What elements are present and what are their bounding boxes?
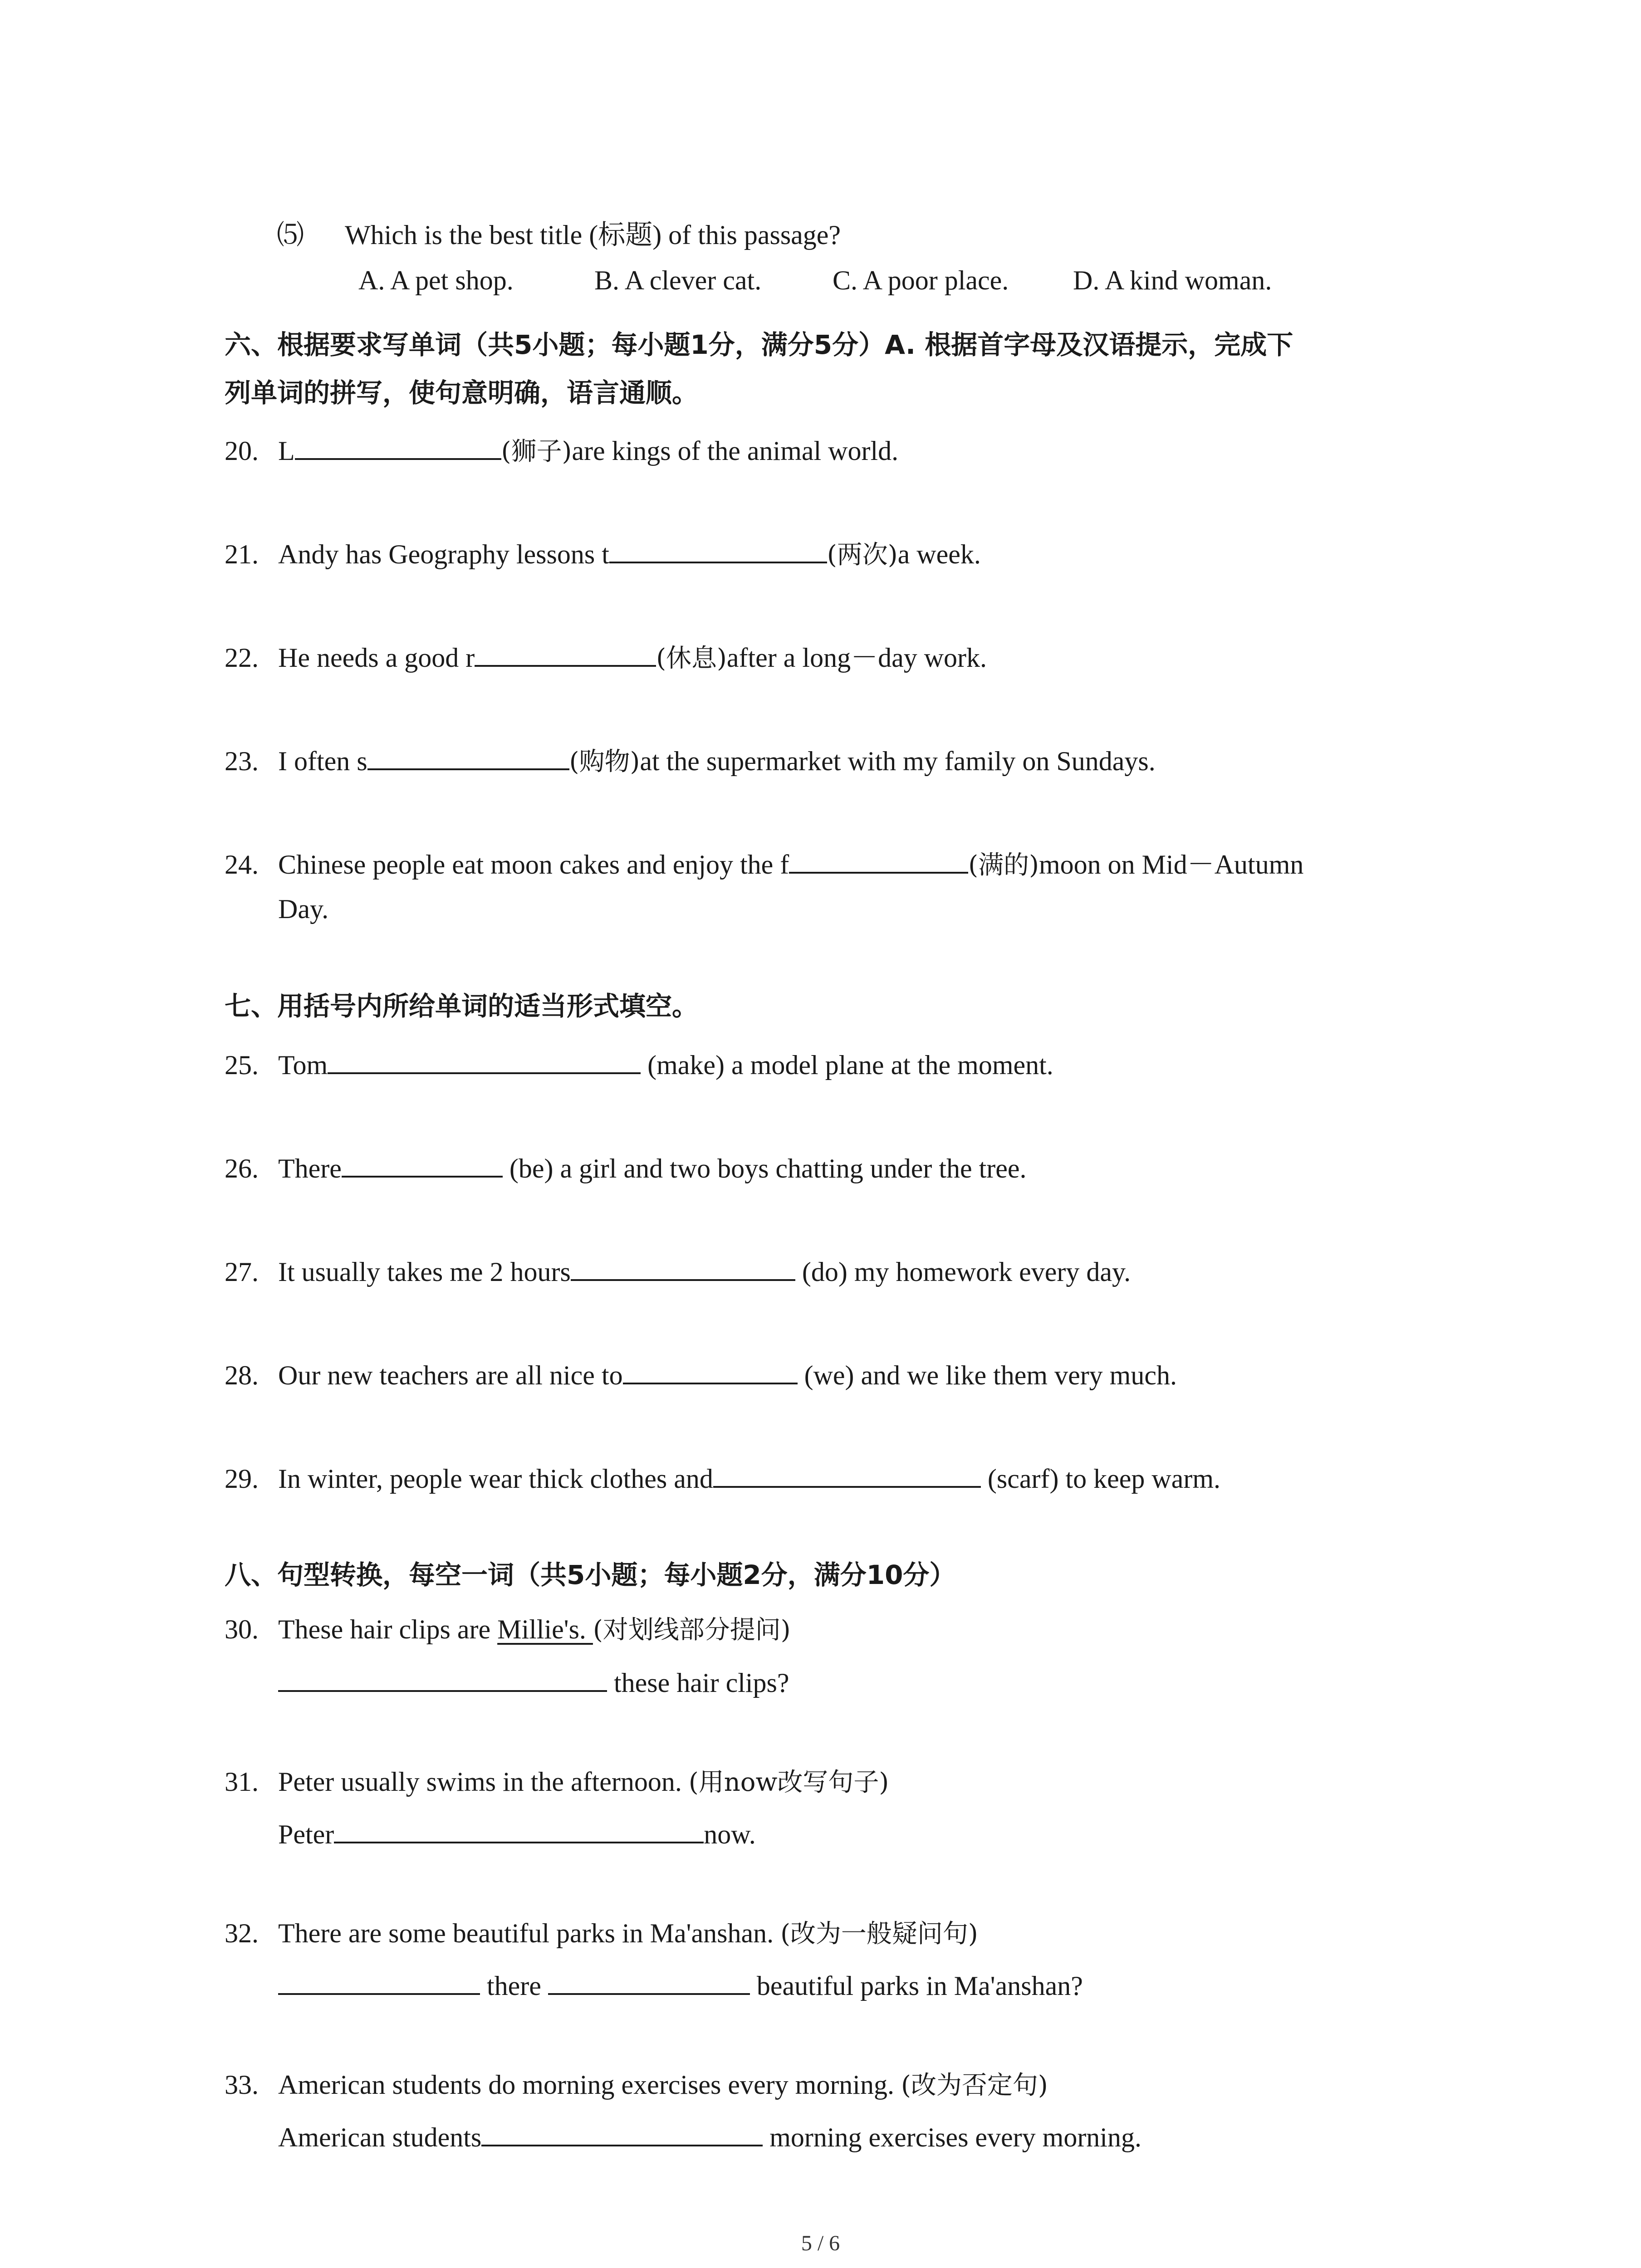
q32-hint: (改为一般疑问句) bbox=[780, 1919, 978, 1949]
q27-text-pre: It usually takes me 2 hours bbox=[278, 1257, 571, 1287]
q24-line bbox=[225, 846, 1303, 884]
q5-number: ⑸ bbox=[277, 220, 304, 250]
q29-text-pre: In winter, people wear thick clothes and bbox=[278, 1464, 713, 1494]
q29-number: 29. bbox=[225, 1464, 259, 1494]
q20-number: 20. bbox=[225, 436, 259, 466]
section6-heading-line2: 列单词的拼写，使句意明确，语言通顺。 bbox=[225, 377, 699, 408]
q21-number: 21. bbox=[225, 539, 259, 569]
q24-text-pre: Chinese people eat moon cakes and enjoy the f bbox=[278, 850, 789, 880]
q25-text-pre: Tom bbox=[278, 1050, 328, 1080]
q21-text-post: a week. bbox=[897, 539, 981, 569]
q33-sentence: American students do morning exercises every morning. bbox=[278, 2070, 901, 2100]
q20-blank[interactable] bbox=[295, 432, 501, 460]
q30-answer-line bbox=[278, 1664, 789, 1701]
q5-line bbox=[277, 217, 841, 253]
q31-answer-line bbox=[278, 1815, 756, 1853]
q33-hint: (改为否定句) bbox=[901, 2071, 1048, 2100]
q32-blank-2[interactable] bbox=[548, 1967, 750, 1995]
q21-blank[interactable] bbox=[609, 535, 827, 563]
q5-option-c: C. A poor place. bbox=[833, 265, 1009, 295]
q5-question: Which is the best title (标题) of this passage? bbox=[345, 220, 841, 250]
q23-text-pre: I often s bbox=[278, 746, 367, 776]
q26-line bbox=[225, 1149, 1027, 1187]
q25-text-post: (make) a model plane at the moment. bbox=[641, 1050, 1053, 1080]
q27-blank[interactable] bbox=[571, 1253, 795, 1281]
q31-answer-post: now. bbox=[704, 1819, 756, 1849]
q30-answer-post: these hair clips? bbox=[607, 1668, 789, 1698]
q30-number: 30. bbox=[225, 1614, 259, 1644]
q22-hint: (休息) bbox=[656, 644, 727, 673]
q24-hint: (满的) bbox=[968, 850, 1039, 880]
q33-number: 33. bbox=[225, 2070, 259, 2100]
q22-blank[interactable] bbox=[475, 639, 656, 667]
q22-text-pre: He needs a good r bbox=[278, 643, 475, 673]
q21-text-pre: Andy has Geography lessons t bbox=[278, 539, 609, 569]
q28-line bbox=[225, 1356, 1177, 1393]
q5-option-a: A. A pet shop. bbox=[358, 265, 514, 295]
q24-blank[interactable] bbox=[789, 846, 968, 874]
q28-blank[interactable] bbox=[623, 1356, 798, 1384]
q33-answer-post: morning exercises every morning. bbox=[763, 2122, 1141, 2152]
section8-heading: 八、句型转换，每空一词（共5小题；每小题2分，满分10分） bbox=[225, 1559, 956, 1590]
q32-line bbox=[225, 1915, 978, 1952]
q32-number: 32. bbox=[225, 1918, 259, 1948]
q31-number: 31. bbox=[225, 1767, 259, 1797]
q31-hint: (用now改写句子) bbox=[688, 1768, 889, 1797]
q31-line bbox=[225, 1764, 889, 1801]
q21-hint: (两次) bbox=[827, 540, 898, 570]
q22-text-post: after a long－day work. bbox=[726, 643, 987, 673]
q31-sentence: Peter usually swims in the afternoon. bbox=[278, 1767, 689, 1797]
q27-text-post: (do) my homework every day. bbox=[795, 1257, 1131, 1287]
q30-underlined-text: Millie's. bbox=[497, 1614, 593, 1644]
q24-continuation: Day. bbox=[278, 894, 329, 924]
page-number: 5 / 6 bbox=[801, 2231, 840, 2255]
q32-sentence: There are some beautiful parks in Ma'anshan. bbox=[278, 1918, 781, 1948]
q32-answer-mid: there bbox=[480, 1971, 548, 2001]
section7-heading: 七、用括号内所给单词的适当形式填空。 bbox=[225, 991, 699, 1022]
q33-line bbox=[225, 2067, 1048, 2104]
q20-text-post: are kings of the animal world. bbox=[572, 436, 899, 466]
q23-blank[interactable] bbox=[367, 742, 569, 770]
q30-blank[interactable] bbox=[278, 1664, 607, 1692]
q23-line bbox=[225, 742, 1156, 780]
q30-hint: (对划线部分提问) bbox=[593, 1615, 791, 1645]
q20-text-pre: L bbox=[278, 436, 295, 466]
q22-number: 22. bbox=[225, 643, 259, 673]
q29-text-post: (scarf) to keep warm. bbox=[980, 1464, 1220, 1494]
q33-blank[interactable] bbox=[481, 2118, 763, 2146]
q22-line bbox=[225, 639, 987, 677]
q32-blank-1[interactable] bbox=[278, 1967, 480, 1995]
q26-text-post: (be) a girl and two boys chatting under the tree. bbox=[502, 1154, 1027, 1183]
q26-number: 26. bbox=[225, 1154, 259, 1183]
q20-hint: (狮子) bbox=[501, 437, 572, 466]
section6-heading-line1: 六、根据要求写单词（共5小题；每小题1分，满分5分）A. 根据首字母及汉语提示，完成下 bbox=[225, 329, 1293, 360]
q28-text-pre: Our new teachers are all nice to bbox=[278, 1360, 623, 1390]
q33-answer-line bbox=[278, 2118, 1141, 2156]
q31-blank[interactable] bbox=[334, 1815, 704, 1843]
q24-text-post: moon on Mid－Autumn bbox=[1039, 850, 1304, 880]
q5-option-d: D. A kind woman. bbox=[1073, 265, 1272, 295]
q5-option-b: B. A clever cat. bbox=[594, 265, 762, 295]
q24-number: 24. bbox=[225, 850, 259, 880]
q23-number: 23. bbox=[225, 746, 259, 776]
q28-number: 28. bbox=[225, 1360, 259, 1390]
q23-hint: (购物) bbox=[569, 747, 640, 777]
q21-line bbox=[225, 535, 981, 573]
q26-text-pre: There bbox=[278, 1154, 342, 1183]
q25-blank[interactable] bbox=[328, 1046, 641, 1074]
q30-text-pre: These hair clips are bbox=[278, 1614, 498, 1644]
q5-options bbox=[358, 262, 1272, 298]
q25-number: 25. bbox=[225, 1050, 259, 1080]
q25-line bbox=[225, 1046, 1053, 1083]
q33-answer-pre: American students bbox=[278, 2122, 482, 2152]
q29-blank[interactable] bbox=[713, 1460, 981, 1488]
q29-line bbox=[225, 1460, 1220, 1497]
q32-answer-line bbox=[278, 1967, 1083, 2004]
q23-text-post: at the supermarket with my family on Sundays. bbox=[640, 746, 1156, 776]
q27-line bbox=[225, 1253, 1131, 1290]
q28-text-post: (we) and we like them very much. bbox=[797, 1360, 1177, 1390]
q32-answer-post: beautiful parks in Ma'anshan? bbox=[749, 1971, 1083, 2001]
q30-line bbox=[225, 1611, 791, 1648]
q26-blank[interactable] bbox=[342, 1149, 503, 1178]
q31-answer-pre: Peter bbox=[278, 1819, 334, 1849]
q27-number: 27. bbox=[225, 1257, 259, 1287]
q20-line bbox=[225, 432, 898, 470]
